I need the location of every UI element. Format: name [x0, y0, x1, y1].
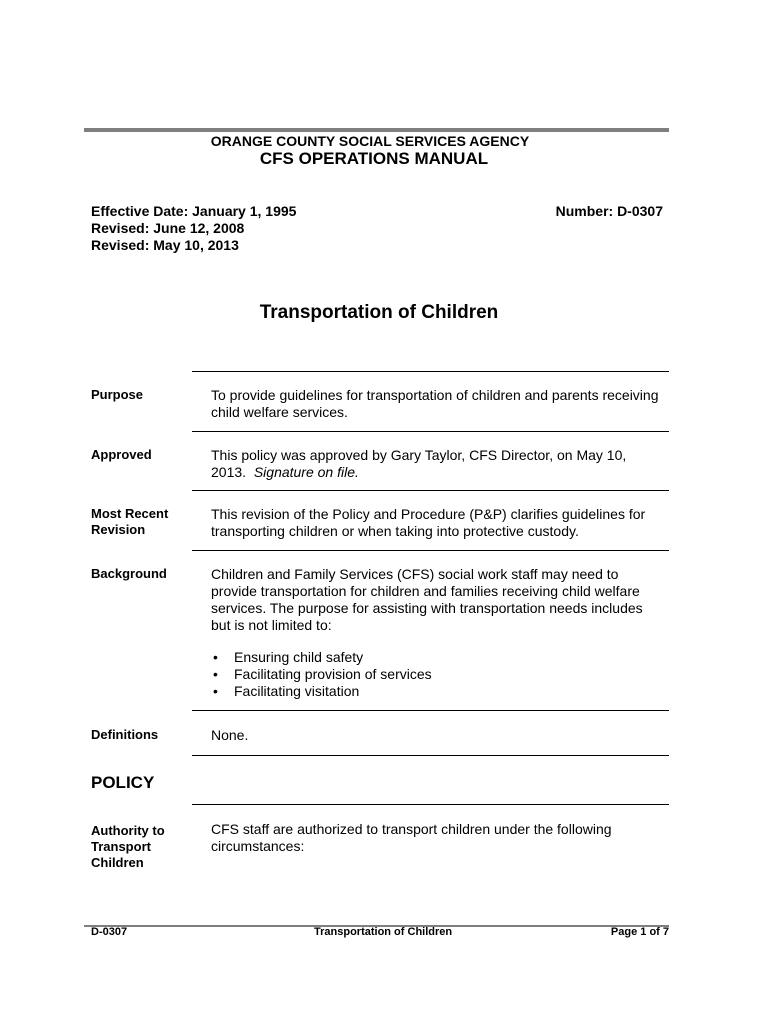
agency-name: ORANGE COUNTY SOCIAL SERVICES AGENCY	[210, 133, 530, 149]
section-divider	[192, 755, 669, 756]
section-divider	[192, 371, 669, 372]
document-title: Transportation of Children	[259, 302, 499, 323]
bullet-icon: •	[213, 649, 218, 665]
revised-date-1: Revised: June 12, 2008	[91, 220, 245, 236]
section-divider	[192, 804, 669, 805]
authority-label: Authority to Transport Children	[91, 823, 165, 870]
revision-dates	[91, 203, 296, 254]
manual-title: CFS OPERATIONS MANUAL	[259, 149, 489, 168]
signature-note: Signature on file.	[253, 464, 359, 480]
background-text: Children and Family Services (CFS) social work staff may need to provide transportation for children and families receiving child welfare services. The purpose for assisting with transportation needs includes but is not limited to:	[211, 566, 643, 633]
purpose-text: To provide guidelines for transportation of children and parents receiving child welfare services.	[211, 387, 659, 420]
bullet-icon: •	[213, 666, 218, 682]
section-divider	[192, 490, 669, 491]
revised-date-2: Revised: May 10, 2013	[91, 237, 239, 253]
header-rule	[84, 128, 669, 132]
background-bullets	[211, 649, 432, 700]
section-divider	[192, 710, 669, 711]
revision-text: This revision of the Policy and Procedure (P&P) clarifies guidelines for transporting children or when taking into protective custody.	[211, 506, 646, 539]
footer-title: Transportation of Children	[314, 926, 453, 938]
bullet-icon: •	[213, 683, 218, 699]
authority-text: CFS staff are authorized to transport children under the following circumstances:	[211, 821, 612, 854]
document-number: Number: D-0307	[555, 203, 663, 219]
section-divider	[192, 550, 669, 551]
definitions-label: Definitions	[91, 727, 159, 742]
approved-label: Approved	[91, 447, 152, 462]
footer-doc-number: D-0307	[91, 926, 128, 938]
definitions-text: None.	[211, 727, 249, 743]
list-item: • Facilitating visitation	[213, 683, 360, 699]
list-item: • Facilitating provision of services	[213, 666, 432, 682]
list-item: • Ensuring child safety	[213, 649, 364, 665]
revision-label: Most Recent Revision	[91, 506, 169, 537]
approved-text: This policy was approved by Gary Taylor, CFS Director, on May 10, 2013. Signature on file.	[211, 447, 627, 480]
footer-page-number: Page 1 of 7	[610, 926, 669, 938]
policy-heading: POLICY	[91, 773, 155, 792]
section-divider	[192, 431, 669, 432]
effective-date: Effective Date: January 1, 1995	[91, 203, 297, 219]
purpose-label: Purpose	[91, 387, 144, 402]
background-label: Background	[91, 566, 167, 581]
